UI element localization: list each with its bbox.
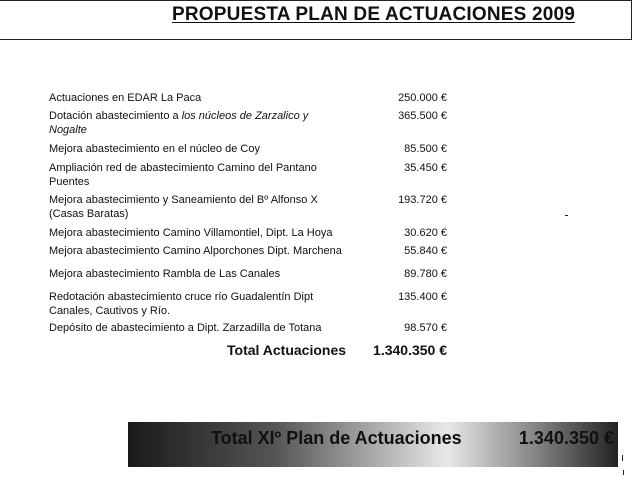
scan-speck: [565, 215, 568, 216]
item-label: [49, 142, 349, 156]
item-amount: 365.500 €: [398, 110, 447, 122]
item-amount: 89.780 €: [404, 268, 447, 280]
item-amount: 30.620 €: [404, 227, 447, 239]
item-label: [49, 161, 324, 189]
item-amount: 55.840 €: [404, 245, 447, 257]
total-label: Total Actuaciones: [227, 342, 347, 358]
item-label: [49, 109, 324, 137]
item-label: [49, 267, 349, 281]
item-label-text: Depósito de abastecimiento a Dipt. Zarzadilla de Totana: [49, 322, 322, 334]
banner-amount: 1.340.350 €: [518, 428, 614, 448]
item-label-text: Dotación abastecimiento a: [49, 110, 182, 122]
item-label-italic: los núcleos de Zarzalico y Nogalte: [49, 110, 309, 136]
item-label-text: Redotación abastecimiento cruce río Guadalentín Dipt Canales, Cautivos y Río.: [49, 291, 314, 317]
item-label-text: Mejora abastecimiento Rambla de Las Canales: [49, 268, 281, 280]
item-label-text: Mejora abastecimiento Camino Villamontiel, Dipt. La Hoya: [49, 227, 333, 239]
item-amount: 135.400 €: [398, 291, 447, 303]
item-label-text: Mejora abastecimiento y Saneamiento del Bº Alfonso X (Casas Baratas): [49, 194, 318, 220]
banner-label: Total XIº Plan de Actuaciones: [211, 428, 462, 448]
item-label-text: Ampliación red de abastecimiento Camino del Pantano Puentes: [49, 162, 317, 188]
item-amount: 98.570 €: [404, 322, 447, 334]
total-amount: 1.340.350 €: [373, 342, 447, 358]
item-label: [49, 226, 349, 240]
item-label: [49, 91, 349, 105]
item-label: [49, 290, 334, 318]
scan-speck: [622, 455, 623, 461]
item-label: [49, 244, 369, 258]
scan-speck: [623, 470, 624, 475]
item-amount: 193.720 €: [398, 194, 447, 206]
item-label: [49, 193, 334, 221]
item-label: [49, 321, 369, 335]
item-amount: 250.000 €: [398, 92, 447, 104]
item-label-text: Mejora abastecimiento Camino Alporchones Dipt. Marchena: [49, 245, 342, 257]
item-amount: 35.450 €: [404, 162, 447, 174]
item-label-text: Mejora abastecimiento en el núcleo de Coy: [49, 143, 260, 155]
item-amount: 85.500 €: [404, 143, 447, 155]
item-label-text: Actuaciones en EDAR La Paca: [49, 92, 202, 104]
page-title: PROPUESTA PLAN DE ACTUACIONES 2009: [172, 4, 576, 25]
